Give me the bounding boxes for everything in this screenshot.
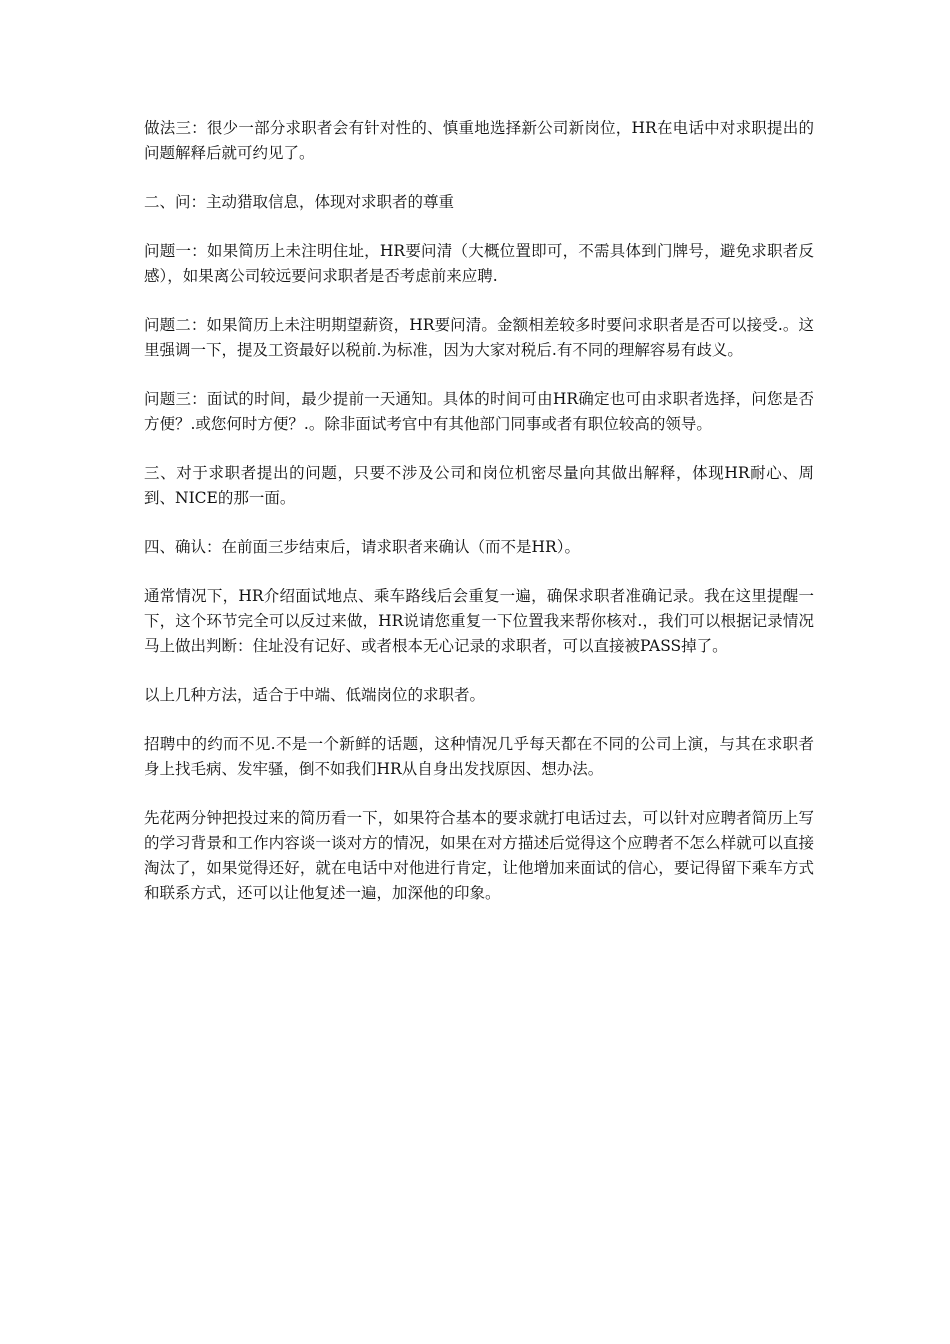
section-heading-confirm: 四、确认：在前面三步结束后，请求职者来确认（而不是HR）。 [144,538,580,556]
paragraph-question-one: 问题一：如果简历上未注明住址，HR要问清（大概位置即可，不需具体到门牌号，避免求职者反感），如果离公司较远要问求职者是否考虑前来应聘. [144,242,814,285]
section-heading-answer-questions: 三、对于求职者提出的问题，只要不涉及公司和岗位机密尽量向其做出解释，体现HR耐心、周到、NICE的那一面。 [144,464,814,507]
paragraph-question-three: 问题三：面试的时间，最少提前一天通知。具体的时间可由HR确定也可由求职者选择，问您是否方便？.或您何时方便？.。除非面试考官中有其他部门同事或者有职位较高的领导。 [144,390,814,433]
document-body [144,116,814,930]
paragraph-method-three: 做法三：很少一部分求职者会有针对性的、慎重地选择新公司新岗位，HR在电话中对求职提出的问题解释后就可约见了。 [144,119,814,162]
paragraph-no-show-topic: 招聘中的约而不见.不是一个新鲜的话题，这种情况几乎每天都在不同的公司上演，与其在求职者身上找毛病、发牢骚，倒不如我们HR从自身出发找原因、想办法。 [144,735,814,778]
paragraph-question-two: 问题二：如果简历上未注明期望薪资，HR要问清。金额相差较多时要问求职者是否可以接受.。这里强调一下，提及工资最好以税前.为标准，因为大家对税后.有不同的理解容易有歧义。 [144,316,814,359]
section-heading-ask: 二、问：主动猎取信息，体现对求职者的尊重 [144,193,455,211]
paragraph-methods-summary: 以上几种方法，适合于中端、低端岗位的求职者。 [144,686,486,704]
paragraph-resume-screening: 先花两分钟把投过来的简历看一下，如果符合基本的要求就打电话过去，可以针对应聘者简历上写的学习背景和工作内容谈一谈对方的情况，如果在对方描述后觉得这个应聘者不怎么样就可以直接淘汰了，如果觉得还好，就在电话中对他进行肯定，让他增加来面试的信心，要记得留下乘车方式和联系方式，还可以让他复述一遍，加深他的印象。 [144,809,814,902]
paragraph-confirm-details: 通常情况下，HR介绍面试地点、乘车路线后会重复一遍，确保求职者准确记录。我在这里提醒一下，这个环节完全可以反过来做，HR说请您重复一下位置我来帮你核对.，我们可以根据记录情况马上做出判断：住址没有记好、或者根本无心记录的求职者，可以直接被PASS掉了。 [144,587,814,655]
